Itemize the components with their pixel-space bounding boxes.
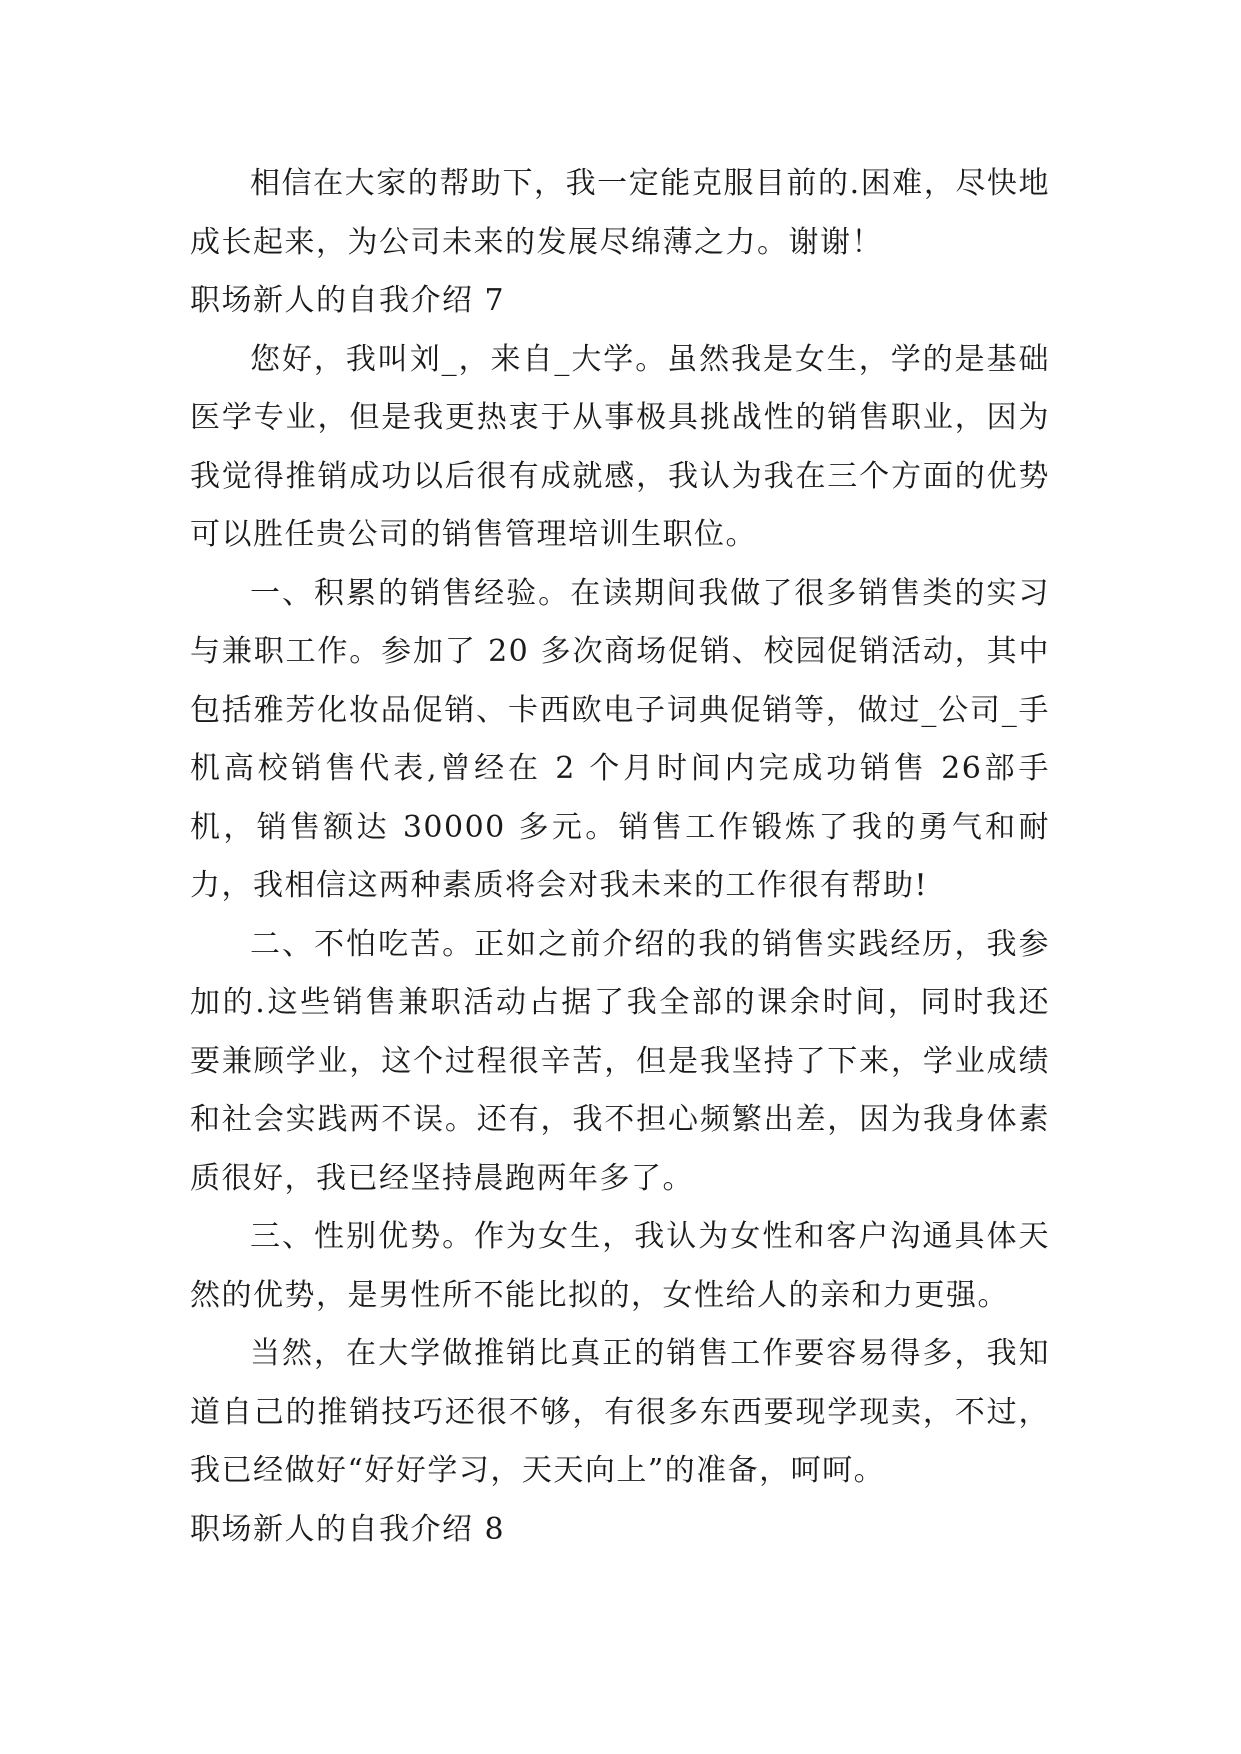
paragraph-gender-advantage: 三、性别优势。作为女生，我认为女性和客户沟通具体天然的优势，是男性所不能比拟的，女性给人的亲和力更强。 [190, 1219, 1050, 1313]
section-heading-7: 职场新人的自我介绍 7 [190, 283, 506, 318]
paragraph-hardworking: 二、不怕吃苦。正如之前介绍的我的销售实践经历，我参加的.这些销售兼职活动占据了我全部的课余时间，同时我还要兼顾学业，这个过程很辛苦，但是我坚持了下来，学业成绩和社会实践两不误。还有，我不担心频繁出差，因为我身体素质很好，我已经坚持晨跑两年多了。 [190, 926, 1050, 1196]
paragraph-intro: 您好，我叫刘_，来自_大学。虽然我是女生，学的是基础医学专业，但是我更热衷于从事极具挑战性的销售职业，因为我觉得推销成功以后很有成就感，我认为我在三个方面的优势可以胜任贵公司的销售管理培训生职位。 [190, 341, 1050, 552]
document-body [190, 155, 1050, 1559]
paragraph-conclusion: 当然，在大学做推销比真正的销售工作要容易得多，我知道自己的推销技巧还很不够，有很多东西要现学现卖，不过，我已经做好“好好学习，天天向上”的准备，呵呵。 [190, 1336, 1050, 1488]
paragraph-closing-thanks: 相信在大家的帮助下，我一定能克服目前的.困难，尽快地成长起来，为公司未来的发展尽绵薄之力。谢谢！ [190, 166, 1050, 260]
section-heading-8: 职场新人的自我介绍 8 [190, 1511, 506, 1547]
paragraph-sales-experience: 一、积累的销售经验。在读期间我做了很多销售类的实习与兼职工作。参加了 20 多次商场促销、校园促销活动，其中包括雅芳化妆品促销、卡西欧电子词典促销等，做过_公司_手机高校销售代表,曾经在 2 个月时间内完成功销售 26部手机，销售额达 30000 多元。销售工作锻炼了我的勇气和耐力，我相信这两种素质将会对我未来的工作很有帮助! [190, 575, 1050, 903]
